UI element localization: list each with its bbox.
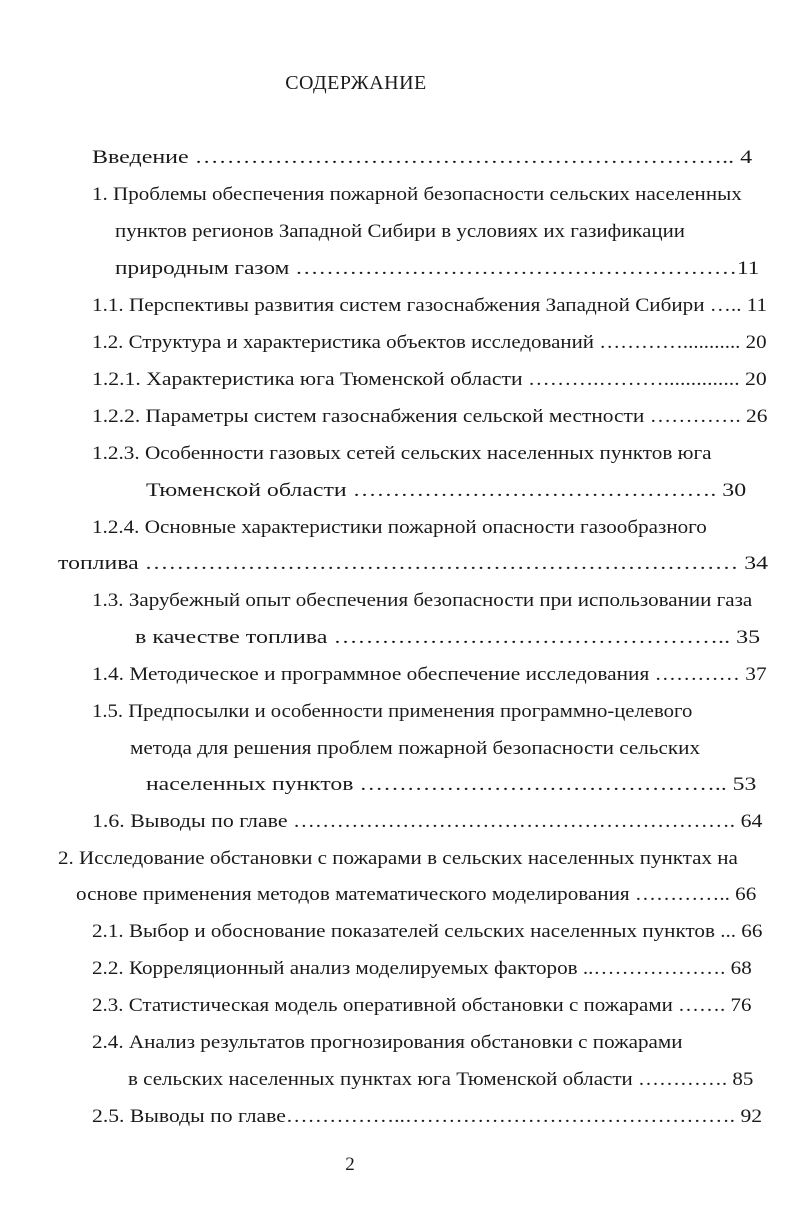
toc-line: 2.4. Анализ результатов прогнозирования обстановки с пожарами xyxy=(92,1032,683,1053)
toc-line: Введение ………………………………………………………….. 4 xyxy=(92,147,753,168)
toc-line: пунктов регионов Западной Сибири в условиях их газификации xyxy=(115,221,685,242)
toc-line: метода для решения проблем пожарной безопасности сельских xyxy=(130,738,701,759)
toc-line: 2.5. Выводы по главе……………..………………………………………. 92 xyxy=(92,1106,763,1127)
toc-line: 1.5. Предпосылки и особенности применения программно-целевого xyxy=(92,701,693,722)
toc-line: 2. Исследование обстановки с пожарами в сельских населенных пунктах на xyxy=(58,848,738,869)
toc-line: 1.1. Перспективы развития систем газоснабжения Западной Сибири ….. 11 xyxy=(92,295,768,316)
toc-line: в сельских населенных пунктах юга Тюменской области …………. 85 xyxy=(128,1069,754,1090)
page-number: 2 xyxy=(345,1154,355,1175)
page-title: СОДЕРЖАНИЕ xyxy=(285,72,427,94)
toc-line: населенных пунктов ……………………………………….. 53 xyxy=(146,774,757,795)
toc-line: 2.3. Статистическая модель оперативной обстановки с пожарами ……. 76 xyxy=(92,995,752,1016)
toc-line: 2.1. Выбор и обоснование показателей сельских населенных пунктов ... 66 xyxy=(92,921,763,942)
toc-line: природным газом …………………………………………………11 xyxy=(115,258,760,279)
toc-line: 1.2.1. Характеристика юга Тюменской области ……….……….............. 20 xyxy=(92,369,767,390)
toc-line: топлива ………………………………………………………………… 34 xyxy=(58,553,769,574)
toc-line: Тюменской области ………………………………………. 30 xyxy=(146,480,747,501)
toc-line: 1.2.3. Особенности газовых сетей сельских населенных пунктов юга xyxy=(92,443,712,464)
toc-line: в качестве топлива ………………………………………….. 35 xyxy=(135,627,761,648)
toc-line: основе применения методов математического моделирования ………….. 66 xyxy=(76,884,757,905)
toc-line: 1.6. Выводы по главе ……………………………………………………. 64 xyxy=(92,811,763,832)
toc-line: 1.2.2. Параметры систем газоснабжения сельской местности …………. 26 xyxy=(92,406,768,427)
toc-line: 1.3. Зарубежный опыт обеспечения безопасности при использовании газа xyxy=(92,590,753,611)
toc-line: 1.2. Структура и характеристика объектов исследований …………........... 20 xyxy=(92,332,767,353)
toc-line: 1.4. Методическое и программное обеспечение исследования ………… 37 xyxy=(92,664,767,685)
toc-line: 1.2.4. Основные характеристики пожарной опасности газообразного xyxy=(92,517,707,538)
toc-line: 1. Проблемы обеспечения пожарной безопасности сельских населенных xyxy=(92,184,742,205)
toc-line: 2.2. Корреляционный анализ моделируемых факторов ..………………. 68 xyxy=(92,958,752,979)
